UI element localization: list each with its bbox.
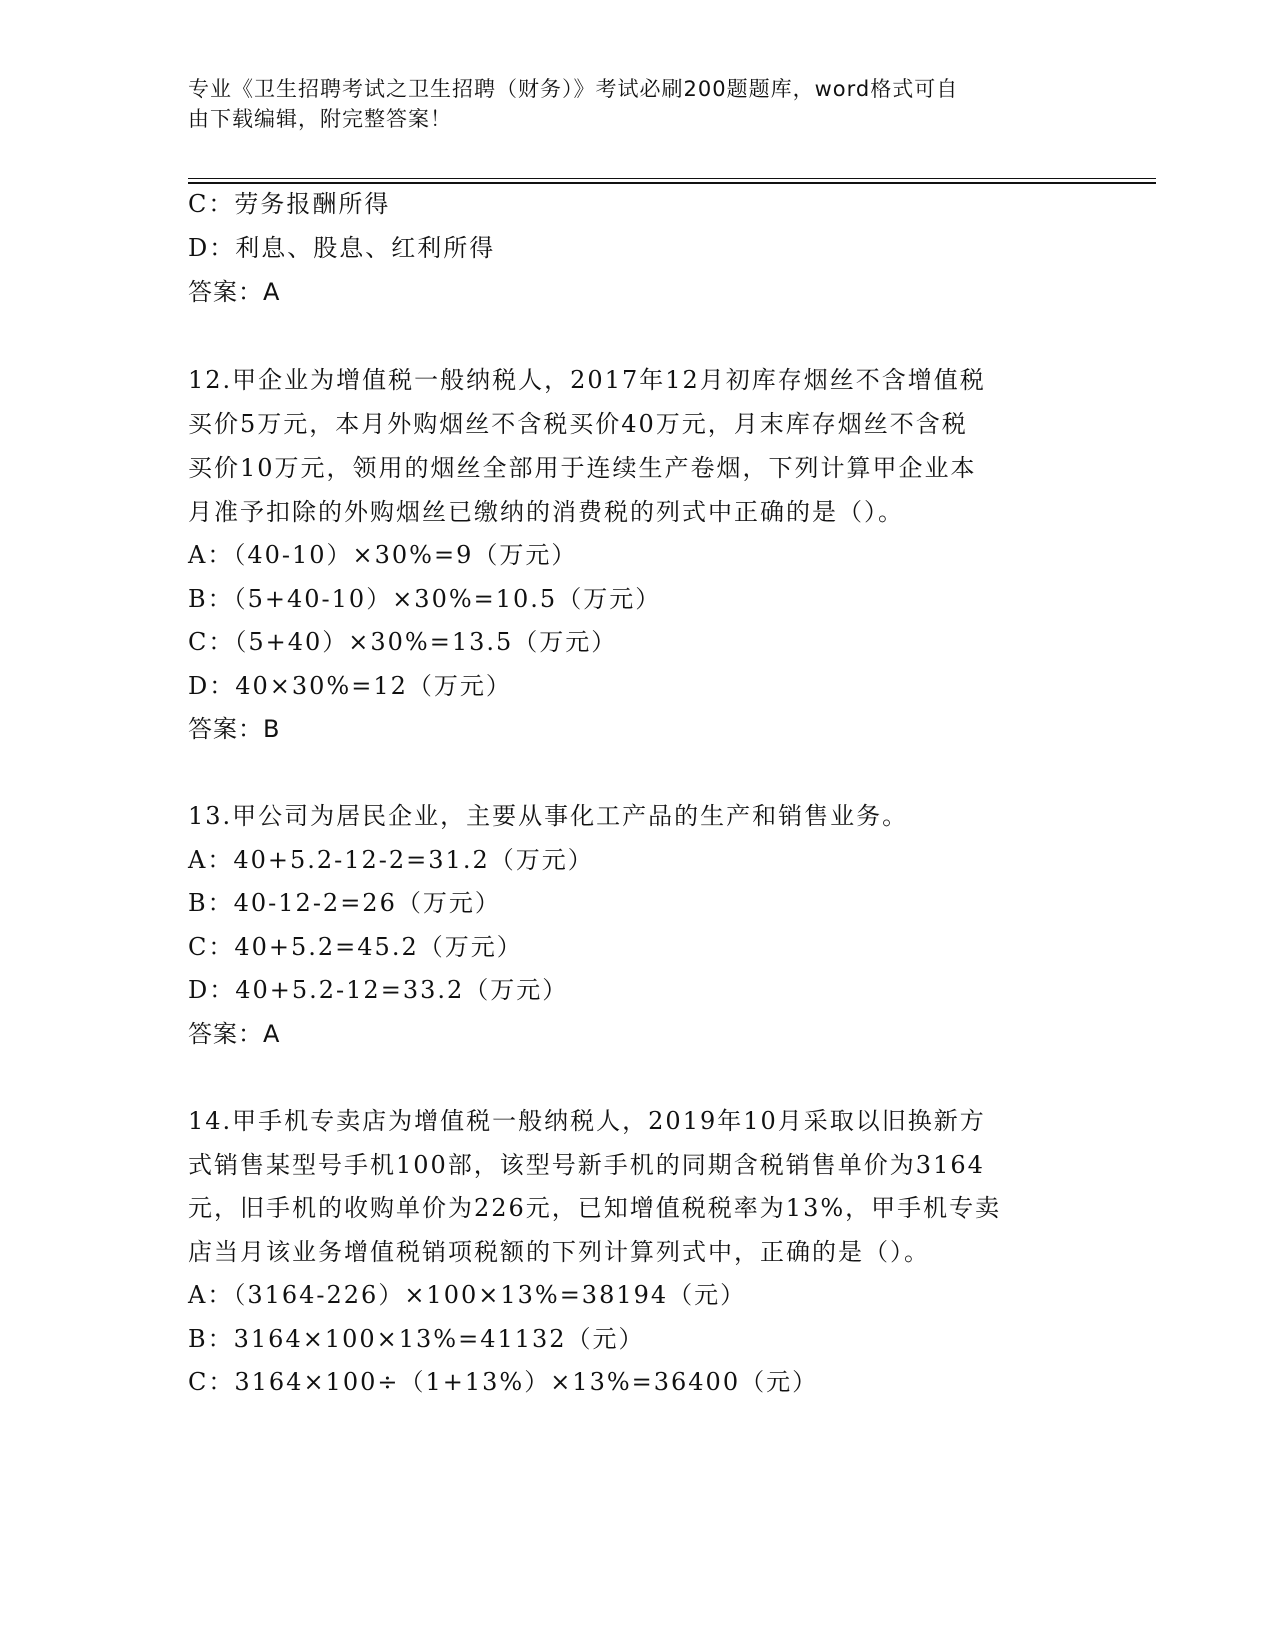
q13-answer: 答案：A	[188, 1020, 281, 1048]
q12-option-a: A：（40-10）×30%=9（万元）	[188, 541, 578, 569]
q12-stem-line-4: 月准予扣除的外购烟丝已缴纳的消费税的列式中正确的是（）。	[188, 498, 904, 526]
q14-stem-line-4: 店当月该业务增值税销项税额的下列计算列式中，正确的是（）。	[188, 1238, 930, 1266]
q13-option-a: A：40+5.2-12-2=31.2（万元）	[188, 846, 594, 874]
header-title-line-1: 专业《卫生招聘考试之卫生招聘（财务）》考试必刷200题题库，word格式可自	[188, 77, 959, 101]
document-header	[188, 74, 1078, 134]
q12-stem-line-1: 12.甲企业为增值税一般纳税人，2017年12月初库存烟丝不含增值税	[188, 366, 986, 394]
prev-option-d: D：利息、股息、红利所得	[188, 234, 496, 262]
q12-option-c: C：（5+40）×30%=13.5（万元）	[188, 628, 618, 656]
prev-answer: 答案：A	[188, 278, 281, 306]
q14-stem-line-3: 元，旧手机的收购单价为226元，已知增值税税率为13%，甲手机专卖	[188, 1194, 1002, 1222]
header-divider-top	[188, 178, 1156, 179]
q12-stem-line-3: 买价10万元，领用的烟丝全部用于连续生产卷烟，下列计算甲企业本	[188, 454, 977, 482]
q12-stem-line-2: 买价5万元，本月外购烟丝不含税买价40万元，月末库存烟丝不含税	[188, 410, 968, 438]
q14-option-b: B：3164×100×13%=41132（元）	[188, 1325, 645, 1353]
q12-option-d: D：40×30%=12（万元）	[188, 672, 512, 700]
q12-answer: 答案：B	[188, 715, 281, 743]
prev-option-c: C：劳务报酬所得	[188, 190, 391, 218]
q12-option-b: B：（5+40-10）×30%=10.5（万元）	[188, 585, 662, 613]
q14-stem-line-1: 14.甲手机专卖店为增值税一般纳税人，2019年10月采取以旧换新方	[188, 1107, 986, 1135]
q13-option-d: D：40+5.2-12=33.2（万元）	[188, 976, 569, 1004]
q14-option-a: A：（3164-226）×100×13%=38194（元）	[188, 1281, 747, 1309]
q13-option-b: B：40-12-2=26（万元）	[188, 889, 501, 917]
header-title-line-2: 由下载编辑，附完整答案！	[188, 107, 452, 131]
q14-stem-line-2: 式销售某型号手机100部，该型号新手机的同期含税销售单价为3164	[188, 1151, 985, 1179]
q13-option-c: C：40+5.2=45.2（万元）	[188, 933, 523, 961]
q14-option-c: C：3164×100÷（1+13%）×13%=36400（元）	[188, 1368, 819, 1396]
q13-stem: 13.甲公司为居民企业，主要从事化工产品的生产和销售业务。	[188, 802, 909, 830]
